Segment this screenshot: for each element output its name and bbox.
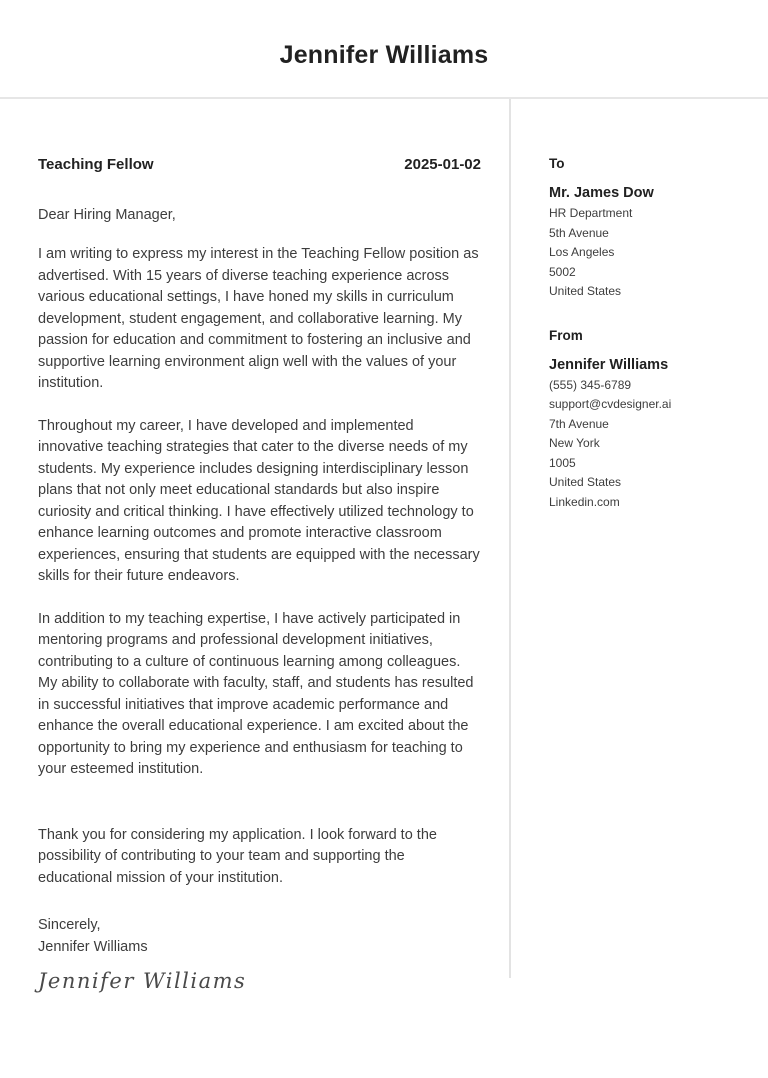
letter-paragraph: In addition to my teaching expertise, I have actively participated in mentoring programs and professional development initiatives, contributing to a culture of continuous learning among colleagues. My ability to collaborate with faculty, staff, and students has resulted in successful initiatives that improve academic performance and enhance the overall educational experience. I am excited about the opportunity to bring my experience and enthusiasm for teaching to your esteemed institution. <box>38 610 474 777</box>
recipient-label: To <box>549 156 565 171</box>
letter-paragraph: I am writing to express my interest in the Teaching Fellow position as advertised. With 15 years of diverse teaching experience across various educational settings, I have honed my skills in curriculum development, student engagement, and collaborative learning. My passion for education and commitment to fostering an inclusive and supportive learning environment align well with the values of your institution. <box>38 246 479 391</box>
recipient-street: 5th Avenue <box>549 225 609 240</box>
letter-column <box>0 99 509 993</box>
sender-postal-code: 1005 <box>549 455 576 470</box>
sender-label: From <box>549 327 583 343</box>
sender-phone: (555) 345-6789 <box>549 377 632 392</box>
closing-salutation: Sincerely, <box>38 917 101 933</box>
sender-country: United States <box>549 475 622 489</box>
recipient-country: United States <box>549 284 622 298</box>
signer-name: Jennifer Williams <box>38 938 148 955</box>
sender-linkedin: Linkedin.com <box>549 494 620 509</box>
recipient-section <box>549 156 752 302</box>
letter-paragraph: Thank you for considering my application. I look forward to the possibility of contributing to your team and supporting the educational mission of your institution. <box>38 826 437 886</box>
recipient-postal-code: 5002 <box>549 264 576 279</box>
contact-sidebar <box>509 99 768 978</box>
sender-email: support@cvdesigner.ai <box>549 397 672 411</box>
salutation: Dear Hiring Manager, <box>38 207 176 223</box>
header <box>0 0 768 99</box>
letter-header-row <box>38 156 481 173</box>
recipient-name: Mr. James Dow <box>549 185 654 201</box>
job-title: Teaching Fellow <box>38 156 154 173</box>
closing-block <box>38 915 481 958</box>
sender-section <box>549 328 752 513</box>
letter-date: 2025-01-02 <box>404 156 481 173</box>
recipient-city: Los Angeles <box>549 245 615 259</box>
sender-city: New York <box>549 436 600 450</box>
letter-paragraph: Throughout my career, I have developed and implemented innovative teaching strategies that cater to the diverse needs of my students. My experience includes designing interdisciplinary lesson plans that not only meet educational standards but also inspire curiosity and critical thinking. I have effectively utilized technology to enhance learning outcomes and promote interactive classroom experiences, ensuring that students are equipped with the necessary skills for their future endeavors. <box>38 417 480 584</box>
main-content <box>0 99 768 993</box>
page-title: Jennifer Williams <box>279 41 489 69</box>
recipient-department: HR Department <box>549 206 633 220</box>
handwritten-signature: Jennifer Williams <box>38 969 247 993</box>
sender-street: 7th Avenue <box>549 416 609 431</box>
sender-name: Jennifer Williams <box>549 356 669 373</box>
